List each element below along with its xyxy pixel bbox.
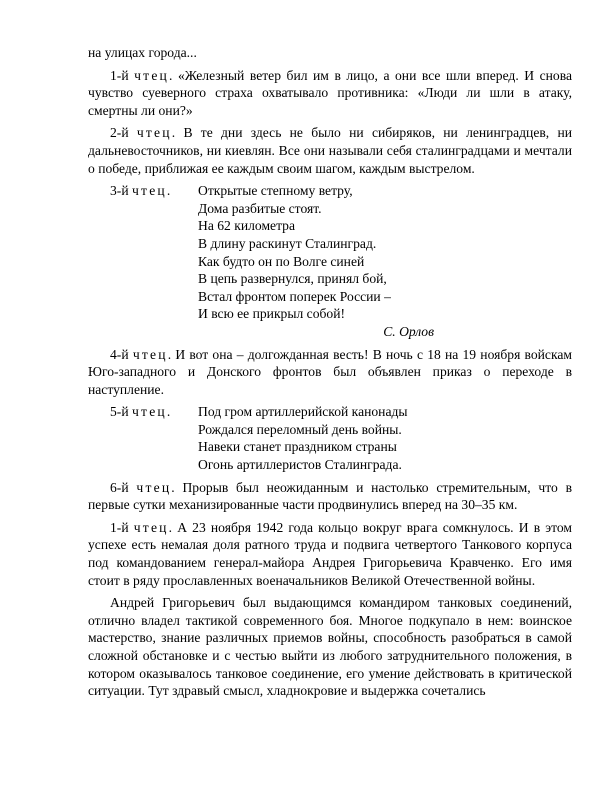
poem-line: И всю ее прикрыл собой! <box>198 306 346 322</box>
reader-number: 3-й <box>110 183 129 199</box>
poem-reader-3 <box>88 182 572 340</box>
poem-author: С. Орлов <box>383 323 434 339</box>
paragraph-reader-2: 2-й чтец. В те дни здесь не было ни сибиряков, ни ленинградцев, ни дальневосточников, ни киевлян. Все они называли себя сталинградцами и мечтали о победе, приближая ее каждым своим шагом, каждым выстрелом. <box>88 125 572 176</box>
poem-line: Навеки станет праздником страны <box>198 439 397 455</box>
paragraph-text: А 23 ноября 1942 года кольцо вокруг врага сомкнулось. И в этом успехе есть немалая доля ратного труда и подвига четвертого Танкового корпуса под командованием генерал-майора Андрея Григорьевича Кравченко. Его имя стоит в ряду прославленных военачальников Великой Отечественной войны. <box>88 519 572 588</box>
poem-lead: 3-й чтец. <box>110 183 171 199</box>
reader-number: 1-й <box>110 67 129 83</box>
document-body <box>88 44 572 705</box>
reader-number: 6-й <box>110 479 129 495</box>
poem-line: Дома разбитые стоят. <box>198 200 322 216</box>
poem-line: На 62 километра <box>198 218 296 234</box>
reader-number: 2-й <box>110 125 129 141</box>
reader-number: 4-й <box>110 346 129 362</box>
poem-reader-5 <box>88 403 572 473</box>
paragraph-kravchenko: Андрей Григорьевич был выдающимся командиром танковых соединений, отлично владел тактикой современного боя. Многое подкупало в нем: воинское мастерство, знание различных приемов войны, способность разобраться в самой сложной обстановке и с честью выйти из любого затруднительного положения, в котором оказывалось танковое соединение, его умение действовать в критической ситуации. Тут здравый смысл, хладнокровие и выдержка сочетались <box>88 595 572 699</box>
paragraph-text: И вот она – долгожданная весть! В ночь с 18 на 19 ноября войскам Юго-западного и Донского фронтов был объявлен приказ о переходе в наступление. <box>88 346 572 397</box>
reader-label: чтец <box>134 67 170 83</box>
reader-label: чтец <box>136 479 172 495</box>
poem-line: Рождался переломный день войны. <box>198 421 402 437</box>
reader-label: чтец <box>136 125 172 141</box>
reader-number: 5-й <box>110 404 129 420</box>
paragraph-text: Прорыв был неожиданным и настолько стремительным, что в первые сутки механизированные части продвинулись вперед на 30–35 км. <box>88 479 572 513</box>
poem-line: Как будто он по Волге синей <box>198 253 365 269</box>
poem-line: Встал фронтом поперек России – <box>198 288 391 304</box>
poem-lines <box>198 182 572 340</box>
reader-number: 1-й <box>110 519 129 535</box>
paragraph-reader-4: 4-й чтец. И вот она – долгожданная весть! В ночь с 18 на 19 ноября войскам Юго-западного и Донского фронтов был объявлен приказ о переходе в наступление. <box>88 346 572 397</box>
reader-label: чтец <box>132 404 167 420</box>
poem-line: В цепь развернулся, принял бой, <box>198 271 387 287</box>
poem-line: Огонь артиллеристов Сталинграда. <box>198 457 402 473</box>
poem-lead: 5-й чтец. <box>110 404 171 420</box>
paragraph-reader-6: 6-й чтец. Прорыв был неожиданным и настолько стремительным, что в первые сутки механизированные части продвинулись вперед на 30–35 км. <box>88 479 572 513</box>
poem-line: В длину раскинут Сталинград. <box>198 235 377 251</box>
paragraph-reader-1-second: 1-й чтец. А 23 ноября 1942 года кольцо вокруг врага сомкнулось. И в этом успехе есть немалая доля ратного труда и подвига четвертого Танкового корпуса под командованием генерал-майора Андрея Григорьевича Кравченко. Его имя стоит в ряду прославленных военачальников Великой Отечественной войны. <box>88 519 572 588</box>
reader-label: чтец <box>132 183 167 199</box>
poem-line: Под гром артиллерийской канонады <box>198 404 408 420</box>
poem-lines <box>198 403 572 473</box>
poem-line: Открытые степному ветру, <box>198 183 353 199</box>
paragraph-text: В те дни здесь не было ни сибиряков, ни ленинградцев, ни дальневосточников, ни киевлян. Все они называли себя сталинградцами и мечтали о победе, приближая ее каждым своим шагом, каждым выстрелом. <box>88 125 572 176</box>
opening-line: на улицах города... <box>88 45 197 60</box>
reader-label: чтец <box>133 519 169 535</box>
reader-label: чтец <box>132 346 168 362</box>
paragraph-text: «Железный ветер бил им в лицо, а они все шли вперед. И снова чувство суеверного страха охватывало противника: «Люди ли шли в атаку, смертны ли они?» <box>88 67 572 118</box>
paragraph-reader-1: 1-й чтец. «Железный ветер бил им в лицо, а они все шли вперед. И снова чувство суеверного страха охватывало противника: «Люди ли шли в атаку, смертны ли они?» <box>88 67 572 118</box>
